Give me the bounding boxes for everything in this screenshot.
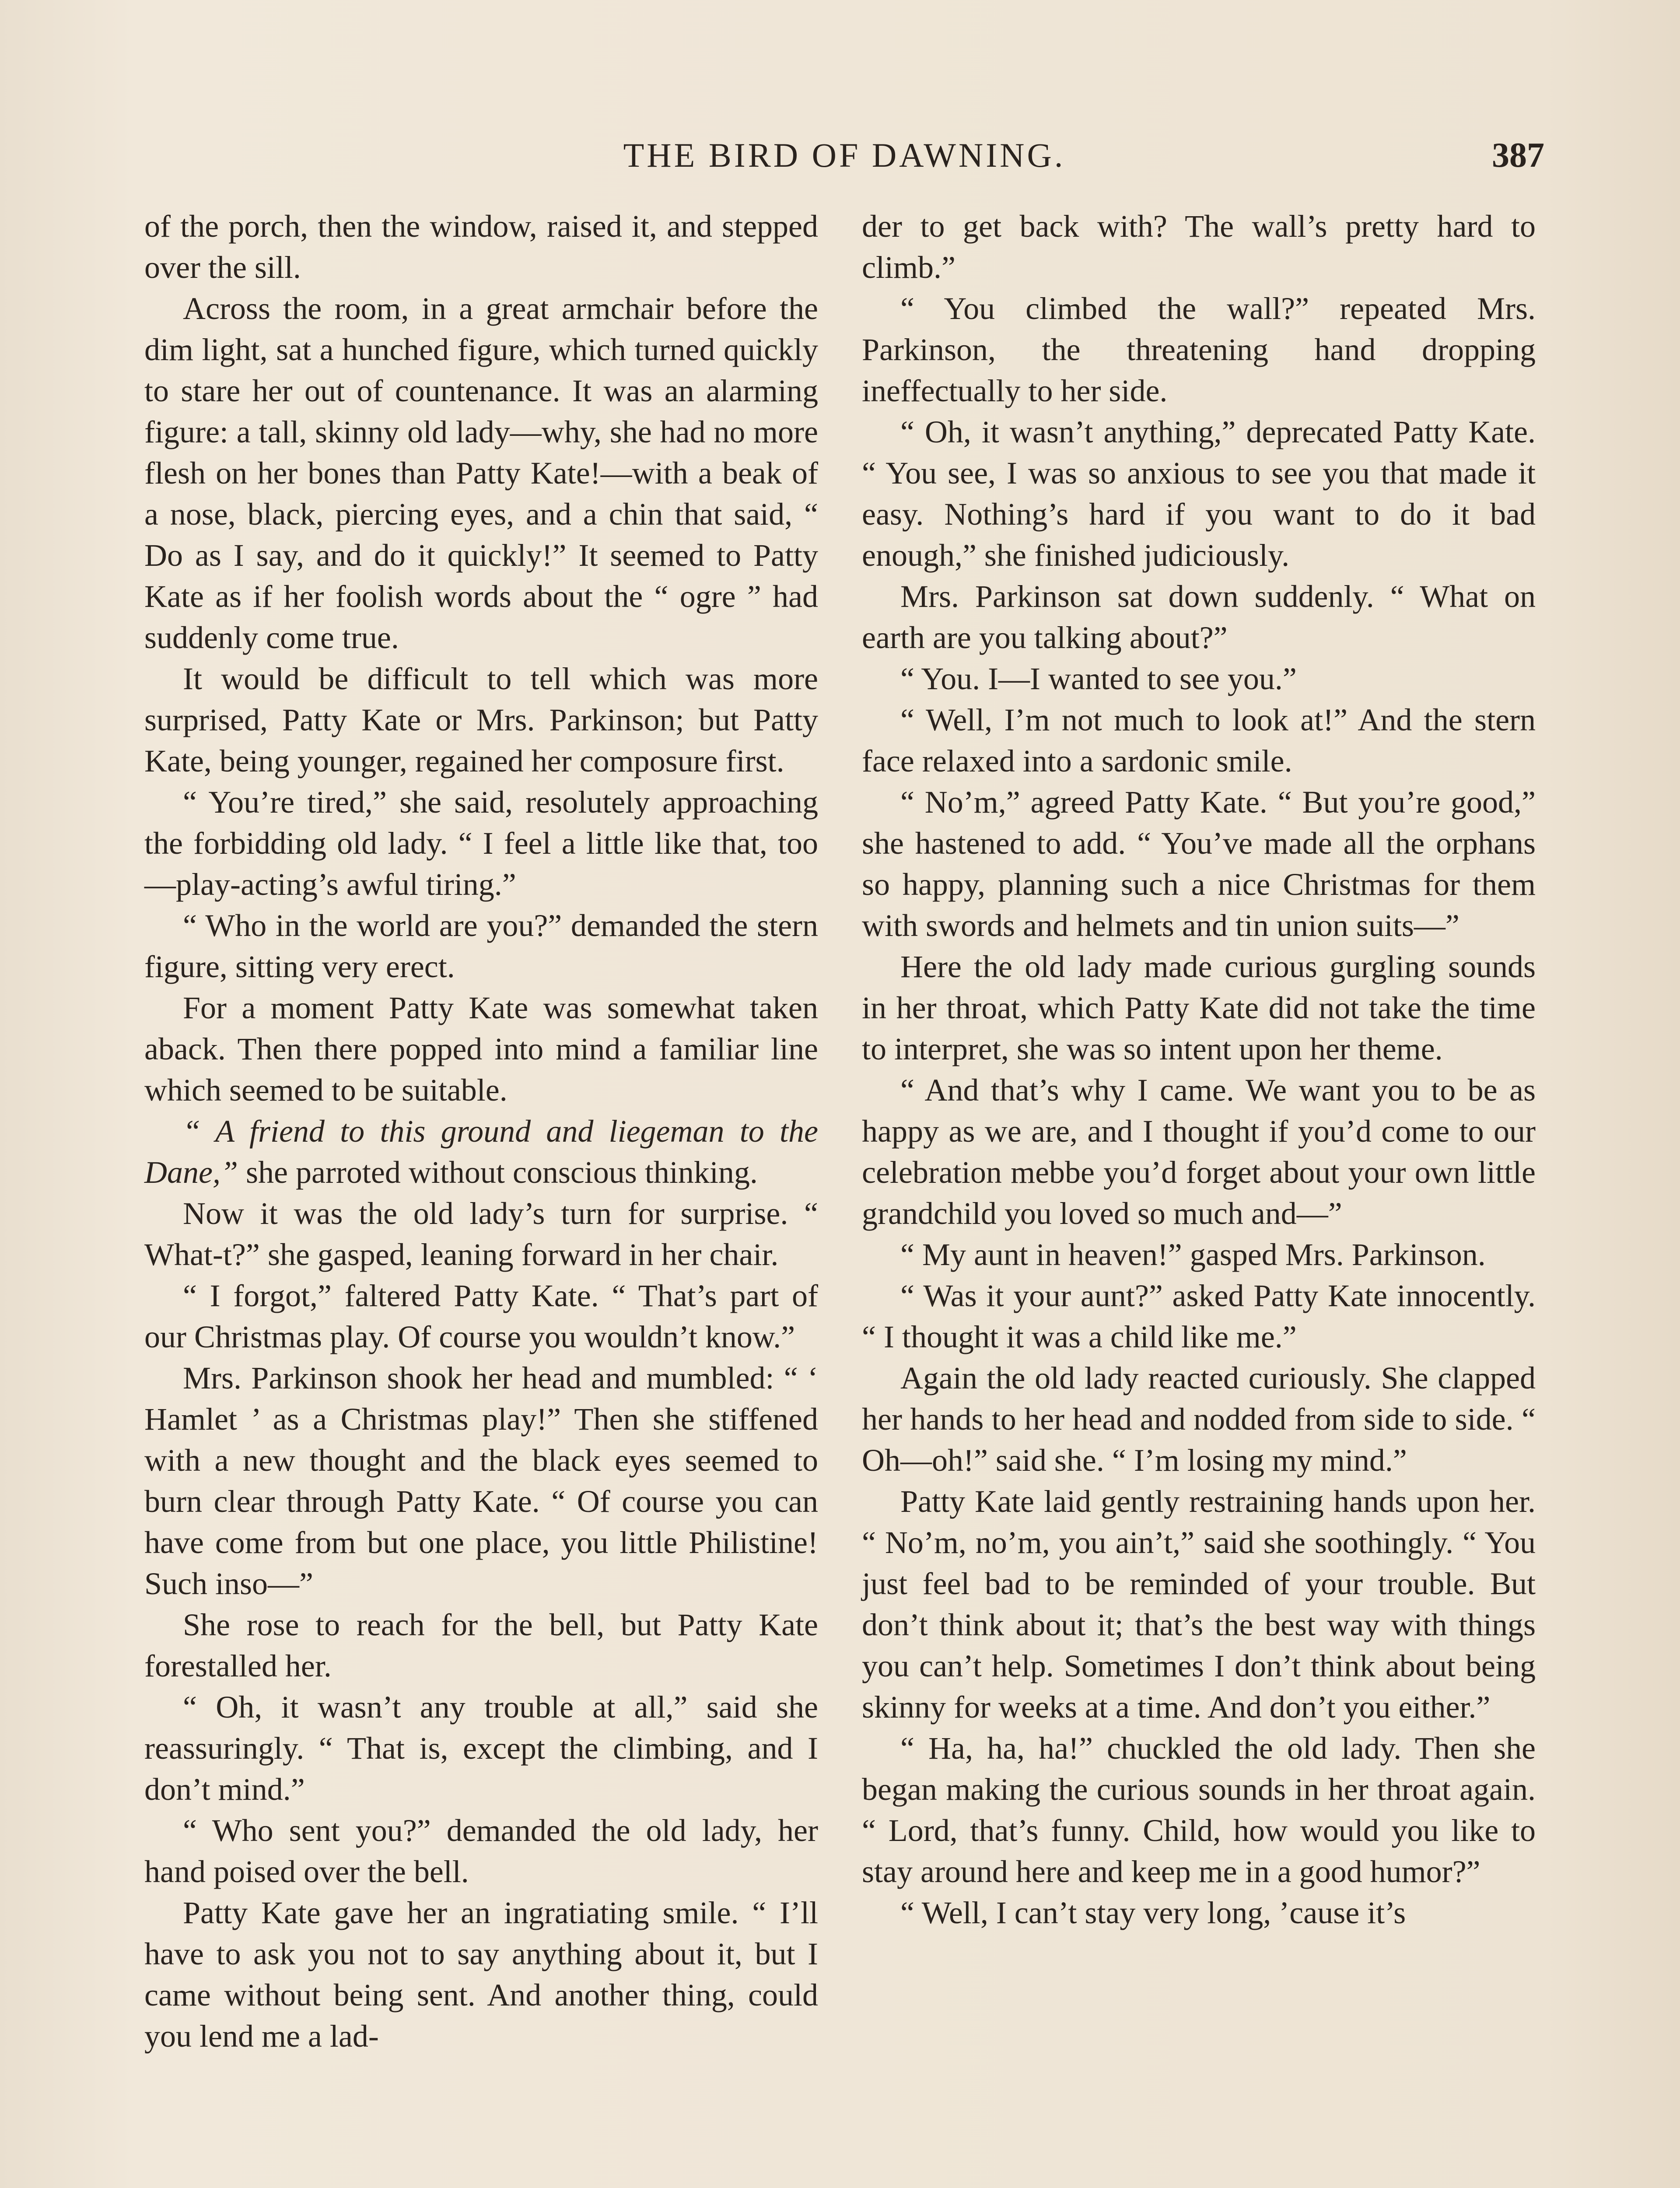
right-column: [862, 206, 1536, 2188]
paragraph: of the porch, then the window, raised it, and stepped over the sill.: [144, 209, 818, 285]
paragraph: Patty Kate laid gently restraining hands upon her. “ No’m, no’m, you ain’t,” said she soothingly. “ You just feel bad to be reminded of your trouble. But don’t think about it; that’s the best way with things you can’t help. Sometimes I don’t think about being skinny for weeks at a time. And don’t you either.”: [862, 1484, 1536, 1725]
paragraph: “ Who in the world are you?” demanded the stern figure, sitting very erect.: [144, 908, 818, 984]
paragraph: Now it was the old lady’s turn for surprise. “ What-t?” she gasped, leaning forward in her chair.: [144, 1196, 818, 1272]
paragraph: Mrs. Parkinson shook her head and mumbled: “ ‘ Hamlet ’ as a Christmas play!” Then she stiffened with a new thought and the black eyes seemed to burn clear through Patty Kate. “ Of course you can have come from but one place, you little Philistine! Such inso—”: [144, 1360, 818, 1601]
italic-quote: “ A friend to this ground and liegeman to the Dane,”: [144, 1114, 818, 1190]
paragraph: “ Oh, it wasn’t any trouble at all,” said she reassuringly. “ That is, except the climbing, and I don’t mind.”: [144, 1690, 818, 1807]
paragraph: For a moment Patty Kate was somewhat taken aback. Then there popped into mind a familiar line which seemed to be suitable.: [144, 990, 818, 1108]
paragraph: “ And that’s why I came. We want you to be as happy as we are, and I thought if you’d come to our celebration mebbe you’d forget about your own little grandchild you loved so much and—”: [862, 1073, 1536, 1231]
paragraph: Here the old lady made curious gurgling sounds in her throat, which Patty Kate did not take the time to interpret, she was so intent upon her theme.: [862, 949, 1536, 1066]
paragraph: der to get back with? The wall’s pretty hard to climb.”: [862, 209, 1536, 285]
paragraph: “ Was it your aunt?” asked Patty Kate innocently. “ I thought it was a child like me.”: [862, 1278, 1536, 1354]
paragraph: Mrs. Parkinson sat down suddenly. “ What on earth are you talking about?”: [862, 579, 1536, 655]
running-header: [144, 131, 1544, 179]
paragraph: “ No’m,” agreed Patty Kate. “ But you’re good,” she hastened to add. “ You’ve made all the orphans so happy, planning such a nice Christmas for them with swords and helmets and tin union suits—”: [862, 785, 1536, 943]
paragraph-text: she parroted without conscious thinking.: [238, 1155, 758, 1190]
paragraph: “ Ha, ha, ha!” chuckled the old lady. Then she began making the curious sounds in her throat again. “ Lord, that’s funny. Child, how would you like to stay around here and keep me in a good humor?”: [862, 1731, 1536, 1889]
paragraph: “ Well, I can’t stay very long, ’cause it’s: [900, 1895, 1406, 1930]
paragraph: “ I forgot,” faltered Patty Kate. “ That’s part of our Christmas play. Of course you wouldn’t know.”: [144, 1278, 818, 1354]
paragraph: It would be difficult to tell which was more surprised, Patty Kate or Mrs. Parkinson; but Patty Kate, being younger, regained her composure first.: [144, 661, 818, 778]
paragraph: “ You. I—I wanted to see you.”: [900, 661, 1297, 696]
paragraph: “ Well, I’m not much to look at!” And the stern face relaxed into a sardonic smile.: [862, 702, 1536, 778]
left-column: [144, 206, 818, 2188]
paragraph: Across the room, in a great armchair before the dim light, sat a hunched figure, which turned quickly to stare her out of countenance. It was an alarming figure: a tall, skinny old lady—why, she had no more flesh on her bones than Patty Kate!—with a beak of a nose, black, piercing eyes, and a chin that said, “ Do as I say, and do it quickly!” It seemed to Patty Kate as if her foolish words about the “ ogre ” had suddenly come true.: [144, 291, 818, 655]
page-number: 387: [1492, 136, 1544, 175]
page-title: THE BIRD OF DAWNING.: [623, 136, 1066, 174]
paragraph: “ Who sent you?” demanded the old lady, her hand poised over the bell.: [144, 1813, 818, 1889]
paragraph: “ Oh, it wasn’t anything,” deprecated Patty Kate. “ You see, I was so anxious to see you that made it easy. Nothing’s hard if you want to do it bad enough,” she finished judiciously.: [862, 414, 1536, 573]
paragraph: Patty Kate gave her an ingratiating smile. “ I’ll have to ask you not to say anything about it, but I came without being sent. And another thing, could you lend me a lad-: [144, 1895, 818, 2054]
paragraph: She rose to reach for the bell, but Patty Kate forestalled her.: [144, 1607, 818, 1683]
paragraph: [144, 1111, 818, 1193]
paragraph: Again the old lady reacted curiously. She clapped her hands to her head and nodded from side to side. “ Oh—oh!” said she. “ I’m losing my mind.”: [862, 1360, 1536, 1478]
paragraph: “ My aunt in heaven!” gasped Mrs. Parkinson.: [900, 1237, 1486, 1272]
paragraph: “ You climbed the wall?” repeated Mrs. Parkinson, the threatening hand dropping ineffectually to her side.: [862, 291, 1536, 408]
paragraph: “ You’re tired,” she said, resolutely approaching the forbidding old lady. “ I feel a little like that, too—play-acting’s awful tiring.”: [144, 785, 818, 902]
text-columns: [144, 206, 1536, 2188]
